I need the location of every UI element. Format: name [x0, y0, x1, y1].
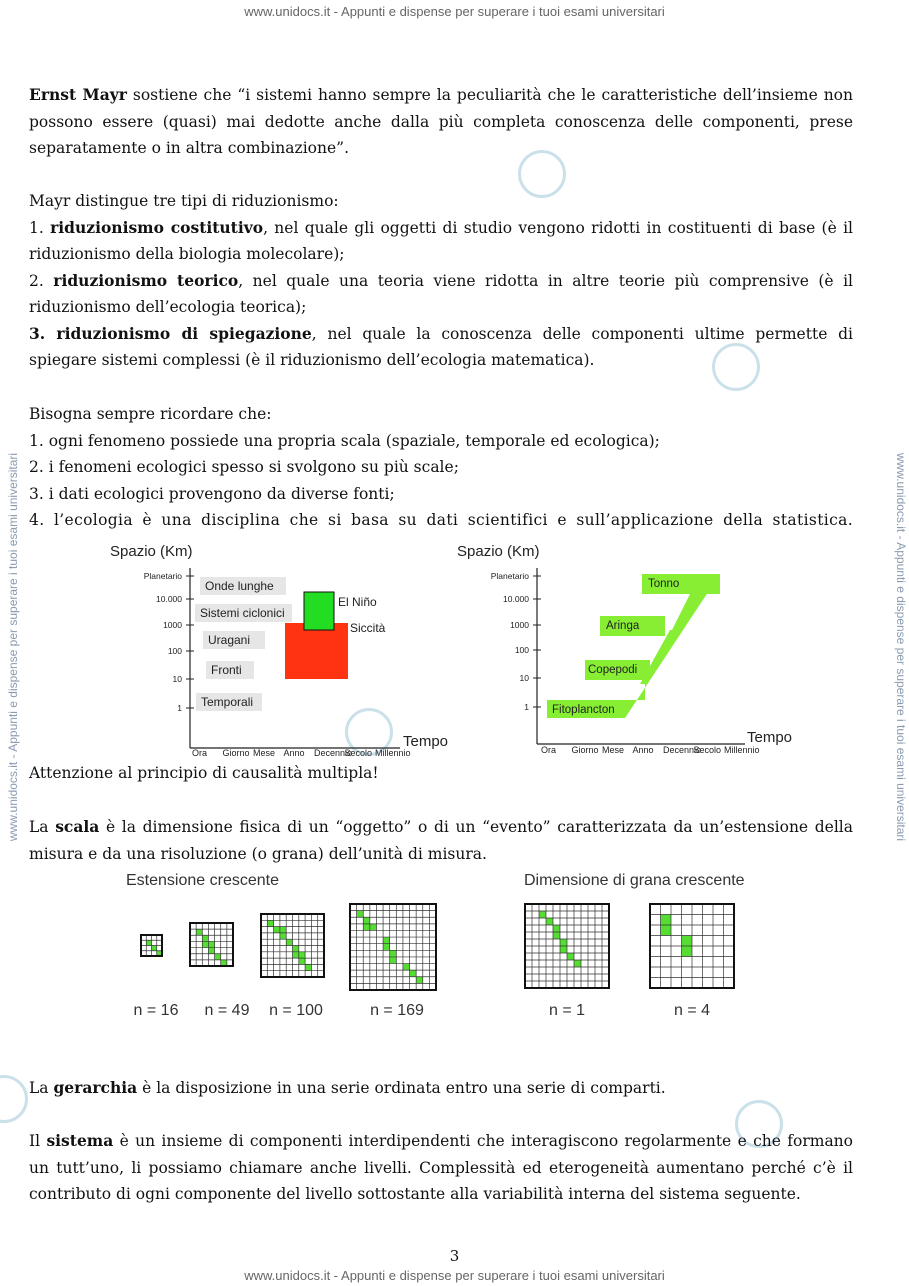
grid-cell-filled: [416, 977, 423, 984]
grid-cell-filled: [299, 952, 305, 958]
paragraph-riduzionismo: [29, 188, 853, 374]
intro-line: Bisogna sempre ricordare che:: [29, 405, 272, 423]
paragraph-gerarchia: La gerarchia è la disposizione in una serie ordinata entro una serie di comparti.: [29, 1078, 666, 1097]
term-sistema: sistema: [46, 1131, 114, 1150]
x-tick-label: Giorno: [222, 748, 250, 758]
grid-cell-filled: [286, 939, 292, 945]
y-axis-label: Spazio (Km): [110, 543, 193, 560]
box-siccita: [285, 623, 348, 679]
grid-count-label: n = 1: [548, 1002, 586, 1019]
grid-cell-filled: [553, 925, 560, 932]
organism-label: Tonno: [648, 578, 680, 590]
y-tick-label: 10: [519, 673, 529, 683]
y-tick-label: 1000: [510, 620, 529, 630]
grid-cell-filled: [370, 924, 377, 931]
grid-cell-filled: [560, 939, 567, 946]
title-grana: Dimensione di grana crescente: [524, 872, 745, 889]
diagram-climate: [110, 543, 448, 758]
paragraph-causalita: Attenzione al principio di causalità multipla!: [29, 764, 379, 782]
grid-cell-filled: [280, 927, 286, 933]
grid: [190, 923, 233, 966]
y-ticks: [491, 571, 541, 712]
header-watermark: www.unidocs.it - Appunti e dispense per superare i tuoi esami universitari: [244, 4, 665, 19]
grid-cell-filled: [390, 950, 397, 957]
grid-count-label: n = 49: [204, 1002, 250, 1019]
grid-count-label: n = 169: [370, 1002, 424, 1019]
grid-count-label: n = 4: [673, 1002, 711, 1019]
text: sostiene che “i sistemi hanno sempre la peculiarità che le caratteristiche dell’insieme non possono essere (quasi) mai dedotte anche dalla più completa conoscenza delle componenti, prese separatamente o in altra combinazione”.: [29, 86, 853, 157]
x-tick-label: Secolo: [693, 745, 722, 755]
y-tick-label: 1: [177, 703, 182, 713]
x-tick-label: Mese: [602, 745, 625, 755]
organism-label: Fitoplancton: [552, 704, 615, 716]
grid-count-label: n = 16: [133, 1002, 179, 1019]
diagram-organisms: [457, 543, 792, 755]
phenomenon-label: Temporali: [201, 695, 254, 709]
label-siccita: Siccità: [350, 621, 386, 635]
grid-cell-filled: [146, 940, 151, 945]
x-tick-label: Giorno: [571, 745, 599, 755]
footer-watermark: www.unidocs.it - Appunti e dispense per superare i tuoi esami universitari: [244, 1268, 665, 1283]
page-number: 3: [449, 1247, 460, 1265]
x-tick-label: Decennio: [314, 748, 353, 758]
grid-cell-filled: [682, 946, 693, 957]
grid-cell-filled: [357, 911, 364, 918]
x-tick-label: Millennio: [724, 745, 760, 755]
organism-labels: [552, 578, 679, 716]
grid-cell-filled: [293, 952, 299, 958]
y-tick-label: 10.000: [503, 594, 529, 604]
y-tick-label: Planetario: [143, 571, 182, 581]
list-item: 1. ogni fenomeno possiede una propria scala (spaziale, temporale ed ecologica);: [29, 431, 660, 450]
grid: [350, 904, 436, 990]
grid-cell-filled: [202, 935, 208, 941]
grid-cell-filled: [267, 920, 273, 926]
y-axis-label: Spazio (Km): [457, 543, 540, 560]
grid-cell-filled: [208, 941, 214, 947]
label-el-nino: El Niño: [338, 595, 377, 609]
grid: [525, 904, 609, 988]
term-scala: scala: [55, 817, 100, 836]
list-item: 1. riduzionismo costitutivo, nel quale gli oggetti di studio vengono ridotti in costituenti di base (è il riduzionismo della biologia molecolare);: [29, 217, 853, 263]
grid-cell-filled: [553, 932, 560, 939]
x-tick-label: Ora: [541, 745, 557, 755]
organism-label: Copepodi: [588, 664, 638, 676]
x-tick-label: Anno: [283, 748, 305, 758]
list-item: 4. l’ecologia è una disciplina che si basa su dati scientifici e sull’applicazione della statistica.: [29, 511, 853, 529]
grid-cell-filled: [546, 918, 553, 925]
organisms-band: [547, 574, 720, 718]
phenomenon-label: Uragani: [208, 633, 251, 647]
x-ticks: [192, 748, 411, 758]
phenomenon-label: Sistemi ciclonici: [200, 606, 285, 620]
grid-cell-filled: [196, 929, 202, 935]
grid: [141, 935, 162, 956]
grid-cell-filled: [682, 936, 693, 947]
x-tick-label: Decennio: [663, 745, 702, 755]
grid-count-label: n = 100: [269, 1002, 323, 1019]
grid-cell-filled: [574, 960, 581, 967]
y-tick-label: 10.000: [156, 594, 182, 604]
x-ticks: [541, 745, 760, 755]
paragraph-scala: La scala è la dimensione fisica di un “oggetto” o di un “evento” caratterizzata da un’estensione della misura e da una risoluzione (o grana) dell’unità di misura.: [29, 817, 853, 863]
paragraph-ricordare: [29, 401, 853, 534]
grid-cell-filled: [560, 946, 567, 953]
grid-cell-filled: [363, 924, 370, 931]
x-axis-label: Tempo: [403, 733, 449, 750]
list-item: 2. riduzionismo teorico, nel quale una teoria viene ridotta in altre teorie più comprensive (è il riduzionismo dell’ecologia teorica);: [29, 270, 854, 316]
y-tick-label: 10: [172, 674, 182, 684]
phenomenon-label: Fronti: [211, 663, 242, 677]
diagram-svg: [100, 538, 820, 764]
grid-labels: [134, 1002, 711, 1019]
grid-cell-filled: [215, 954, 221, 960]
grain-grids: [525, 904, 734, 988]
right-watermark: www.unidocs.it - Appunti e dispense per superare i tuoi esami universitari: [894, 452, 908, 842]
y-tick-label: 1000: [163, 620, 182, 630]
grid-cell-filled: [363, 917, 370, 924]
grid-cell-filled: [383, 944, 390, 951]
phenomenon-label: Onde lunghe: [205, 579, 274, 593]
grid-svg: [120, 866, 810, 1026]
grid-cell-filled: [208, 948, 214, 954]
paragraph-mayr-quote: [29, 82, 853, 162]
grid-cell-filled: [305, 964, 311, 970]
y-tick-label: 100: [167, 646, 182, 656]
grid: [650, 904, 734, 988]
left-watermark: www.unidocs.it - Appunti e dispense per superare i tuoi esami universitari: [6, 452, 20, 842]
phenomena-labels: [195, 577, 292, 711]
term-ernst-mayr: Ernst Mayr: [29, 85, 127, 104]
x-tick-label: Anno: [632, 745, 654, 755]
list-item: 3. i dati ecologici provengono da diverse fonti;: [29, 484, 395, 503]
intro-line: Mayr distingue tre tipi di riduzionismo:: [29, 192, 339, 210]
grid-cell-filled: [293, 946, 299, 952]
box-el-nino: [304, 592, 334, 630]
grid-cell-filled: [274, 927, 280, 933]
grid-cell-filled: [539, 911, 546, 918]
paragraph-sistema: Il sistema è un insieme di componenti interdipendenti che interagiscono regolarmente e che formano un tutt’uno, li possiamo chiamare anche livelli. Complessità ed eterogeneità aumentano perché c’è il contributo di ogni componente del livello sottostante alla variabilità interna del sistema seguente.: [29, 1131, 853, 1203]
y-tick-label: 100: [514, 645, 529, 655]
x-tick-label: Millennio: [375, 748, 411, 758]
x-axis-label: Tempo: [747, 729, 793, 746]
title-estensione: Estensione crescente: [126, 872, 279, 889]
x-tick-label: Ora: [192, 748, 208, 758]
x-tick-label: Mese: [253, 748, 276, 758]
x-tick-label: Secolo: [344, 748, 373, 758]
grid: [261, 914, 324, 977]
list-item: 3. riduzionismo di spiegazione, nel quale la conoscenza delle componenti ultime permette di spiegare sistemi complessi (è il riduzionismo dell’ecologia matematica).: [29, 323, 854, 369]
y-ticks: [144, 571, 194, 713]
grid-cell-filled: [280, 933, 286, 939]
grid-cell-filled: [390, 957, 397, 964]
grid-cell-filled: [152, 946, 157, 951]
grid-cell-filled: [567, 953, 574, 960]
list-item: 2. i fenomeni ecologici spesso si svolgono su più scale;: [29, 458, 459, 476]
grid-cell-filled: [299, 958, 305, 964]
grid-cell-filled: [410, 970, 417, 977]
grid-cell-filled: [202, 941, 208, 947]
extent-grids: [141, 904, 436, 990]
grid-cell-filled: [403, 964, 410, 971]
grid-cell-filled: [661, 925, 672, 936]
y-tick-label: 1: [524, 702, 529, 712]
watermark-logo-icon: [0, 1075, 28, 1123]
space-time-diagrams: [100, 538, 820, 764]
grid-cell-filled: [383, 937, 390, 944]
term-gerarchia: gerarchia: [53, 1078, 138, 1097]
grid-figure: [120, 866, 810, 1026]
organism-label: Aringa: [606, 620, 640, 632]
y-tick-label: Planetario: [490, 571, 529, 581]
grid-cell-filled: [661, 915, 672, 926]
